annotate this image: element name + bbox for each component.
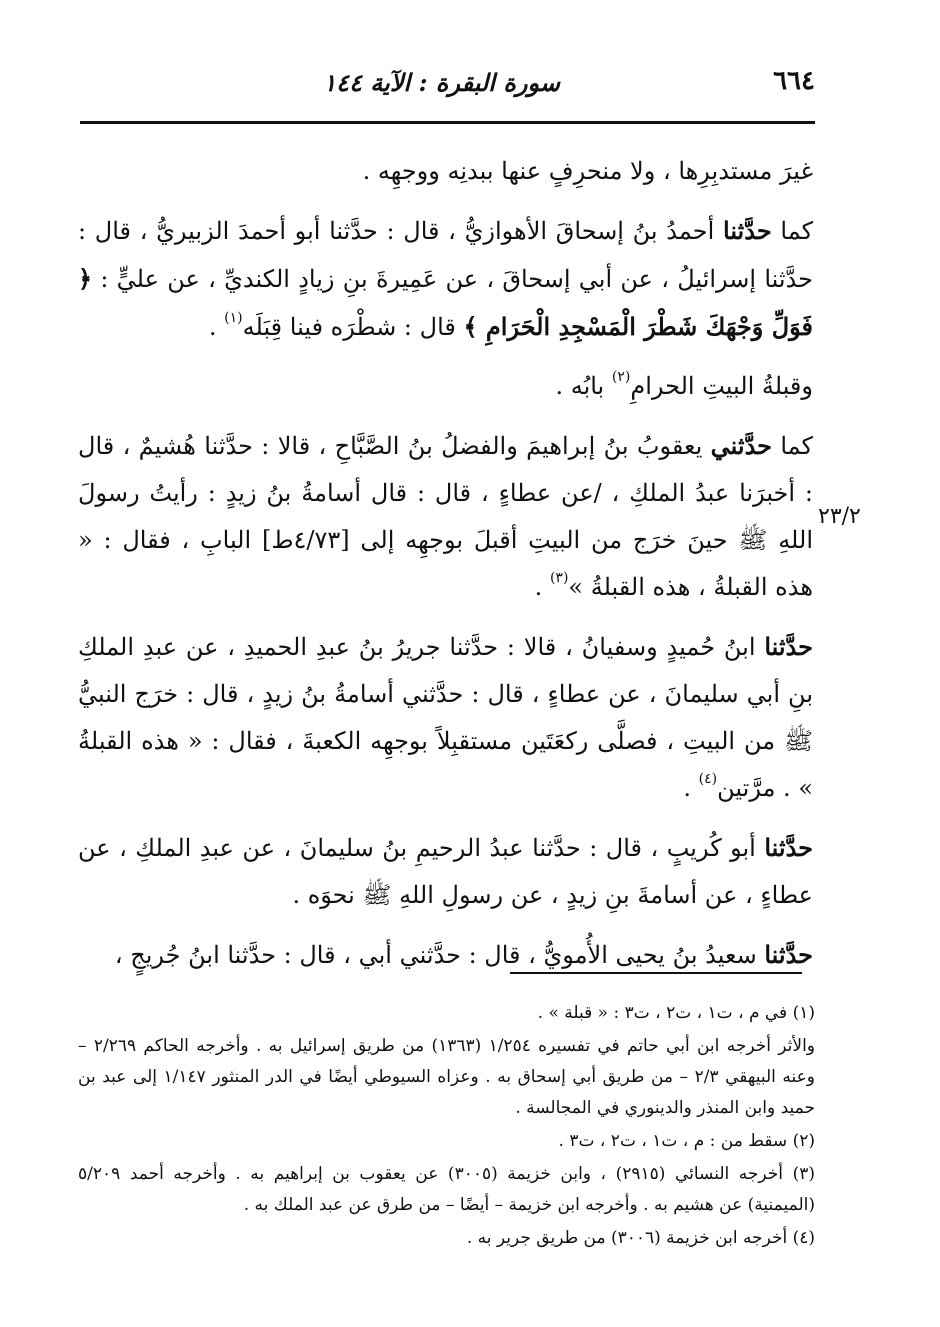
paragraph-end: . bbox=[534, 573, 543, 601]
paragraph bbox=[78, 623, 813, 812]
paragraph-text: أحمدُ بنُ إسحاقَ الأهوازيُّ ، قال : حدَّثنا أبو أحمدَ الزبيريُّ ، قال : حدَّثنا إسرائيلُ ، عن أبي إسحاقَ ، عن عَمِيرةَ بنِ زيادٍ الكنديِّ ، عن عليٍّ : bbox=[78, 217, 813, 293]
paragraph-end: . bbox=[683, 774, 692, 802]
isnad-keyword: حدَّثني bbox=[710, 431, 773, 460]
footnote-marker: (٣) bbox=[549, 570, 569, 586]
paragraph-text: سعيدُ بنُ يحيى الأُمويُّ ، قال : حدَّثني أبي ، قال : حدَّثنا ابنُ جُريجٍ ، bbox=[114, 941, 757, 969]
paragraph-lead: كما bbox=[780, 432, 813, 460]
paragraph bbox=[78, 207, 813, 351]
paragraph bbox=[78, 363, 813, 410]
paragraph bbox=[78, 824, 813, 919]
footnote: (٢) سقط من : م ، ت١ ، ت٢ ، ت٣ . bbox=[558, 1131, 815, 1151]
footnote: (٣) أخرجه النسائي (٢٩١٥) ، وابن خزيمة (٣٠٠٥) عن يعقوب بن إبراهيم به . وأخرجه أحمد ٥/٢٠٩ (الميمنية) عن هشيم به . وأخرجه ابن خزيمة – أيضًا – من طرق عن عبد الملك به . bbox=[78, 1164, 815, 1215]
header-rule bbox=[80, 121, 815, 124]
paragraph bbox=[78, 422, 813, 611]
paragraph-text: يعقوبُ بنُ إبراهيمَ والفضلُ بنُ الصَّبَّاحِ ، قالا : حدَّثنا هُشيمٌ ، قال : أخبرَنا عبدُ الملكِ ، /عن عطاءٍ ، قال : قال أسامةُ بنُ زيدٍ : رأيتُ رسولَ اللهِ ﷺ حينَ خرَج من البيتِ أقبلَ بوجهِه إلى [٤/٧٣ط] البابِ ، فقال : « هذه القبلةُ ، هذه القبلةُ » bbox=[78, 432, 813, 601]
paragraph-lead: كما bbox=[780, 217, 813, 245]
footnote-rule bbox=[510, 972, 802, 974]
page-number: ٦٦٤ bbox=[773, 66, 815, 96]
running-title: سورة البقرة : الآية ١٤٤ bbox=[323, 68, 560, 97]
paragraph-end: بابُه . bbox=[555, 372, 605, 400]
paragraph-after: قال : شطْرَه فينا قِبَلَه bbox=[242, 313, 456, 341]
footnote: والأثر أخرجه ابن أبي حاتم في تفسيره ١/٢٥٤ (١٣٦٣) من طريق إسرائيل به . وأخرجه الحاكم ٢/٢٦٩ – وعنه البيهقي ٢/٣ – من طريق أبي إسحاق به . وعزاه السيوطي أيضًا في الدر المنثور ١/١٤٧ إلى عبد بن حميد وابن المنذر والدينوري في المجالسة . bbox=[78, 1036, 815, 1118]
footnote: (٤) أخرجه ابن خزيمة (٣٠٠٦) من طريق جرير به . bbox=[466, 1228, 815, 1248]
isnad-keyword: حدَّثنا bbox=[764, 833, 813, 862]
page-header bbox=[80, 62, 815, 106]
isnad-keyword: حدَّثنا bbox=[764, 940, 813, 969]
isnad-keyword: حدَّثنا bbox=[764, 632, 813, 661]
footnote-marker: (٤) bbox=[698, 771, 718, 787]
footnotes bbox=[78, 998, 815, 1256]
footnote-marker: (٢) bbox=[611, 369, 631, 385]
footnote: (١) في م ، ت١ ، ت٢ ، ت٣ : « قبلة » . bbox=[537, 1003, 815, 1023]
main-text bbox=[78, 148, 813, 983]
margin-reference: ٢٣/٢ bbox=[818, 504, 861, 529]
paragraph-text: أبو كُريبٍ ، قال : حدَّثنا عبدُ الرحيمِ بنُ سليمانَ ، عن عبدِ الملكِ ، عن عطاءٍ ، عن أسامةَ بنِ زيدٍ ، عن رسولِ اللهِ ﷺ نحوَه . bbox=[78, 834, 813, 909]
footnote-marker: (١) bbox=[224, 310, 243, 326]
paragraph-text: غيرَ مستدبِرِها ، ولا منحرِفٍ عنها ببدنِه ووجهِه . bbox=[362, 157, 813, 185]
paragraph bbox=[78, 148, 813, 195]
paragraph-end: . bbox=[208, 313, 217, 341]
isnad-keyword: حدَّثنا bbox=[723, 216, 772, 245]
paragraph-text: وقبلةُ البيتِ الحرامِ bbox=[630, 372, 813, 400]
paragraph-text: ابنُ حُميدٍ وسفيانُ ، قالا : حدَّثنا جريرُ بنُ عبدِ الحميدِ ، عن عبدِ الملكِ بنِ أبي سليمانَ ، عن عطاءٍ ، قال : حدَّثني أسامةُ بنُ زيدٍ ، قال : خرَج النبيُّ ﷺ من البيتِ ، فصلَّى ركعَتَين مستقبِلاً بوجهِه الكعبةَ ، فقال : « هذه القبلةُ » . مرَّتين bbox=[78, 633, 813, 802]
quran-verse: ﴿ فَوَلِّ وَجْهَكَ شَطْرَ الْمَسْجِدِ الْحَرَامِ ﴾ bbox=[78, 264, 813, 341]
